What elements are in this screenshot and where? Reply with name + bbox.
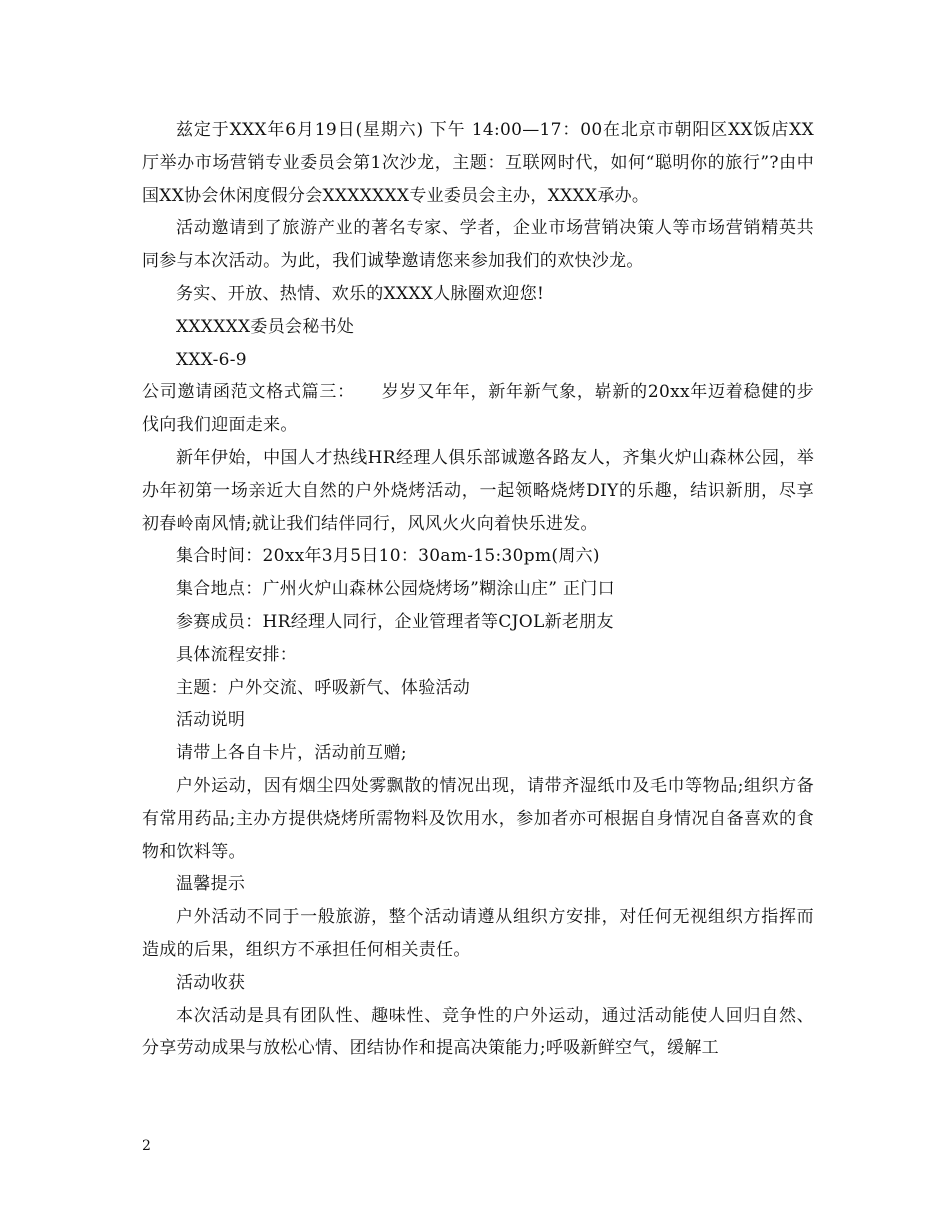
paragraph-section-three-heading: 公司邀请函范文格式篇三： 岁岁又年年，新年新气象，崭新的20xx年迈着稳健的步伐向我们迎面走来。 [142,382,814,436]
paragraph-benefits: 本次活动是具有团队性、趣味性、竞争性的户外运动，通过活动能使人回归自然、分享劳动成果与放松心情、团结协作和提高决策能力;呼吸新鲜空气，缓解工 [142,1005,814,1059]
paragraph-welcome: 务实、开放、热情、欢乐的XXXX人脉圈欢迎您! [176,283,545,304]
paragraph-outdoor-supplies: 户外运动，因有烟尘四处雾飘散的情况出现，请带齐湿纸巾及毛巾等物品;组织方备有常用药品;主办方提供烧烤所需物料及饮用水，参加者亦可根据自身情况自备喜欢的食物和饮料等。 [142,775,814,862]
paragraph-benefits-heading: 活动收获 [176,972,246,993]
paragraph-invited-guests: 活动邀请到了旅游产业的著名专家、学者，企业市场营销决策人等市场营销精英共同参与本次活动。为此，我们诚挚邀请您来参加我们的欢快沙龙。 [142,218,814,272]
paragraph-new-year-invitation: 新年伊始，中国人才热线HR经理人俱乐部诚邀各路友人，齐集火炉山森林公园，举办年初第一场亲近大自然的户外烧烤活动，一起领略烧烤DIY的乐趣，结识新朋，尽享初春岭南风情;就让我们结伴同行，风风火火向着快乐进发。 [142,447,814,534]
paragraph-theme: 主题：户外交流、呼吸新气、体验活动 [176,677,471,698]
paragraph-disclaimer: 户外活动不同于一般旅游，整个活动请遵从组织方安排，对任何无视组织方指挥而造成的后果，组织方不承担任何相关责任。 [142,907,814,960]
paragraph-meeting-time: 集合时间：20xx年3月5日10：30am-15:30pm(周六) [176,546,600,567]
paragraph-signature-date: XXX-6-9 [176,349,247,370]
paragraph-invitation-details: 兹定于XXX年6月19日(星期六) 下午 14:00—17：00在北京市朝阳区XX饭店XX厅举办市场营销专业委员会第1次沙龙，主题：互联网时代，如何“聪明你的旅行”?由中国XX协会休闲度假分会XXXXXXX专业委员会主办，XXXX承办。 [142,120,814,206]
document-body [142,114,814,1065]
paragraph-activity-notes-heading: 活动说明 [176,710,246,731]
paragraph-signature-secretariat: XXXXXX委员会秘书处 [176,316,355,337]
page-number: 2 [142,1138,151,1154]
paragraph-schedule-heading: 具体流程安排： [176,644,298,665]
paragraph-meeting-place: 集合地点：广州火炉山森林公园烧烤场”糊涂山庄” 正门口 [176,579,615,600]
paragraph-participants: 参赛成员：HR经理人同行，企业管理者等CJOL新老朋友 [176,611,614,632]
paragraph-tips-heading: 温馨提示 [176,874,246,895]
paragraph-bring-cards: 请带上各自卡片，活动前互赠; [176,743,407,764]
